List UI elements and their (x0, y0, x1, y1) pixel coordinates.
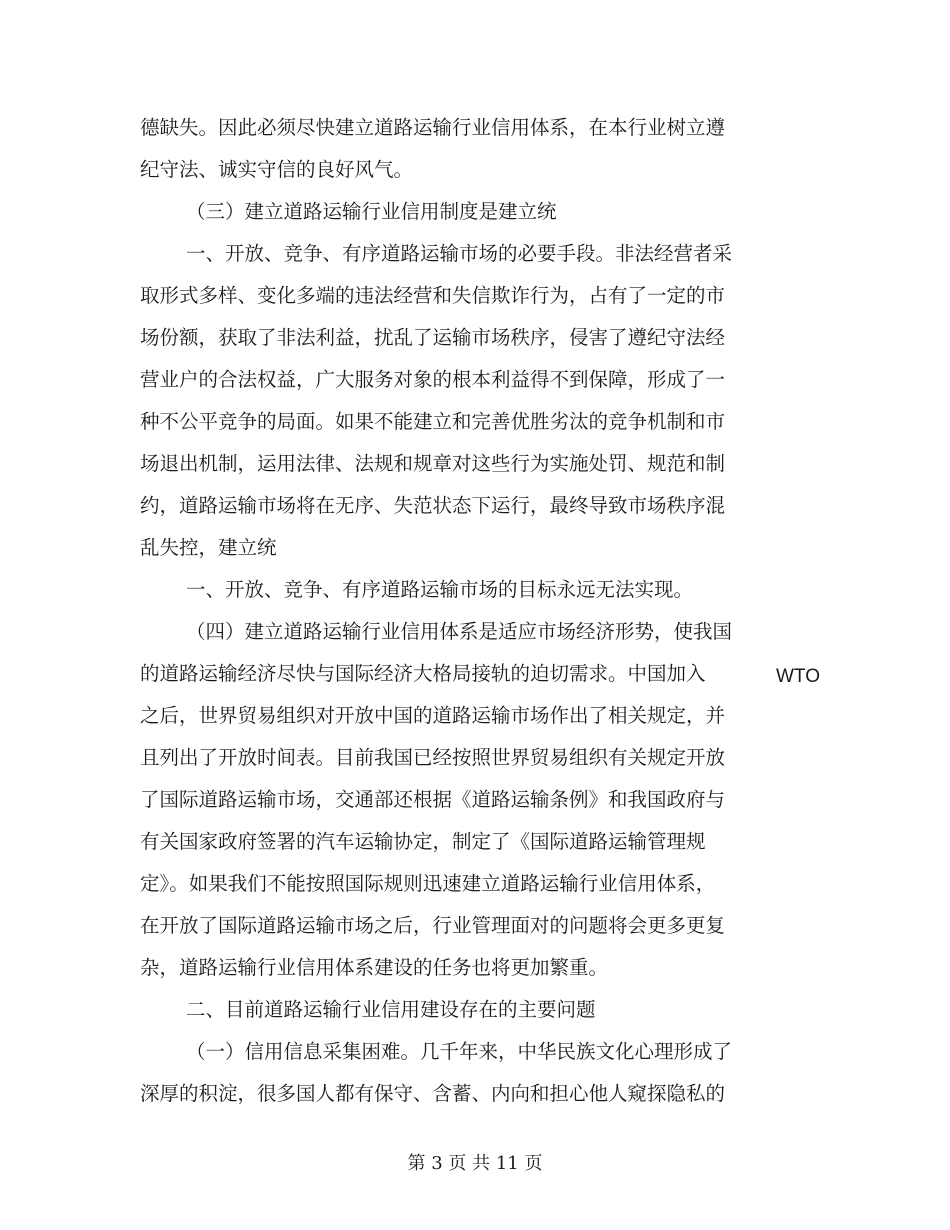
text-line: 杂，道路运输行业信用体系建设的任务也将更加繁重。 (140, 956, 609, 979)
text-line: 定》。如果我们不能按照国际规则迅速建立道路运输行业信用体系， (140, 872, 716, 895)
text-line: 场退出机制，运用法律、法规和规章对这些行为实施处罚、规范和制 (140, 452, 726, 475)
text-line: 且列出了开放时间表。目前我国已经按照世界贸易组织有关规定开放 (140, 746, 726, 769)
text-line: 取形式多样、变化多端的违法经营和失信欺诈行为，占有了一定的市 (140, 284, 726, 307)
text-line: 一、开放、竞争、有序道路运输市场的必要手段。非法经营者采 (186, 242, 733, 265)
section-heading: （一）信用信息采集困难。几千年来，中华民族文化心理形成了 (186, 1040, 733, 1063)
text-line: 约，道路运输市场将在无序、失范状态下运行，最终导致市场秩序混 (140, 494, 726, 517)
text-line: 乱失控，建立统 (140, 536, 277, 559)
page-footer: 第 3 页 共 11 页 (407, 1153, 543, 1174)
section-heading: （三）建立道路运输行业信用制度是建立统 (186, 200, 557, 223)
text-line: 在开放了国际道路运输市场之后，行业管理面对的问题将会更多更复 (140, 914, 726, 937)
wto-text: WTO (776, 666, 820, 687)
text-line: 纪守法、诚实守信的良好风气。 (140, 158, 414, 181)
text-line: 了国际道路运输市场，交通部还根据《道路运输条例》和我国政府与 (140, 788, 726, 811)
text-line: 营业户的合法权益，广大服务对象的根本利益得不到保障，形成了一 (140, 368, 726, 391)
text-line: 之后，世界贸易组织对开放中国的道路运输市场作出了相关规定，并 (140, 704, 726, 727)
section-heading: 二、目前道路运输行业信用建设存在的主要问题 (186, 998, 596, 1021)
text-line: 有关国家政府签署的汽车运输协定，制定了《国际道路运输管理规 (140, 830, 706, 853)
text-line: 的道路运输经济尽快与国际经济大格局接轨的迫切需求。中国加入 (140, 662, 706, 685)
text-line: 深厚的积淀，很多国人都有保守、含蓄、内向和担心他人窥探隐私的 (140, 1082, 726, 1105)
text-line: 场份额，获取了非法利益，扰乱了运输市场秩序，侵害了遵纪守法经 (140, 326, 726, 349)
text-line: 种不公平竞争的局面。如果不能建立和完善优胜劣汰的竞争机制和市 (140, 410, 726, 433)
section-heading: （四）建立道路运输行业信用体系是适应市场经济形势，使我国 (186, 620, 733, 643)
text-line: 一、开放、竞争、有序道路运输市场的目标永远无法实现。 (186, 578, 694, 601)
text-line: 德缺失。因此必须尽快建立道路运输行业信用体系，在本行业树立遵 (140, 116, 726, 139)
